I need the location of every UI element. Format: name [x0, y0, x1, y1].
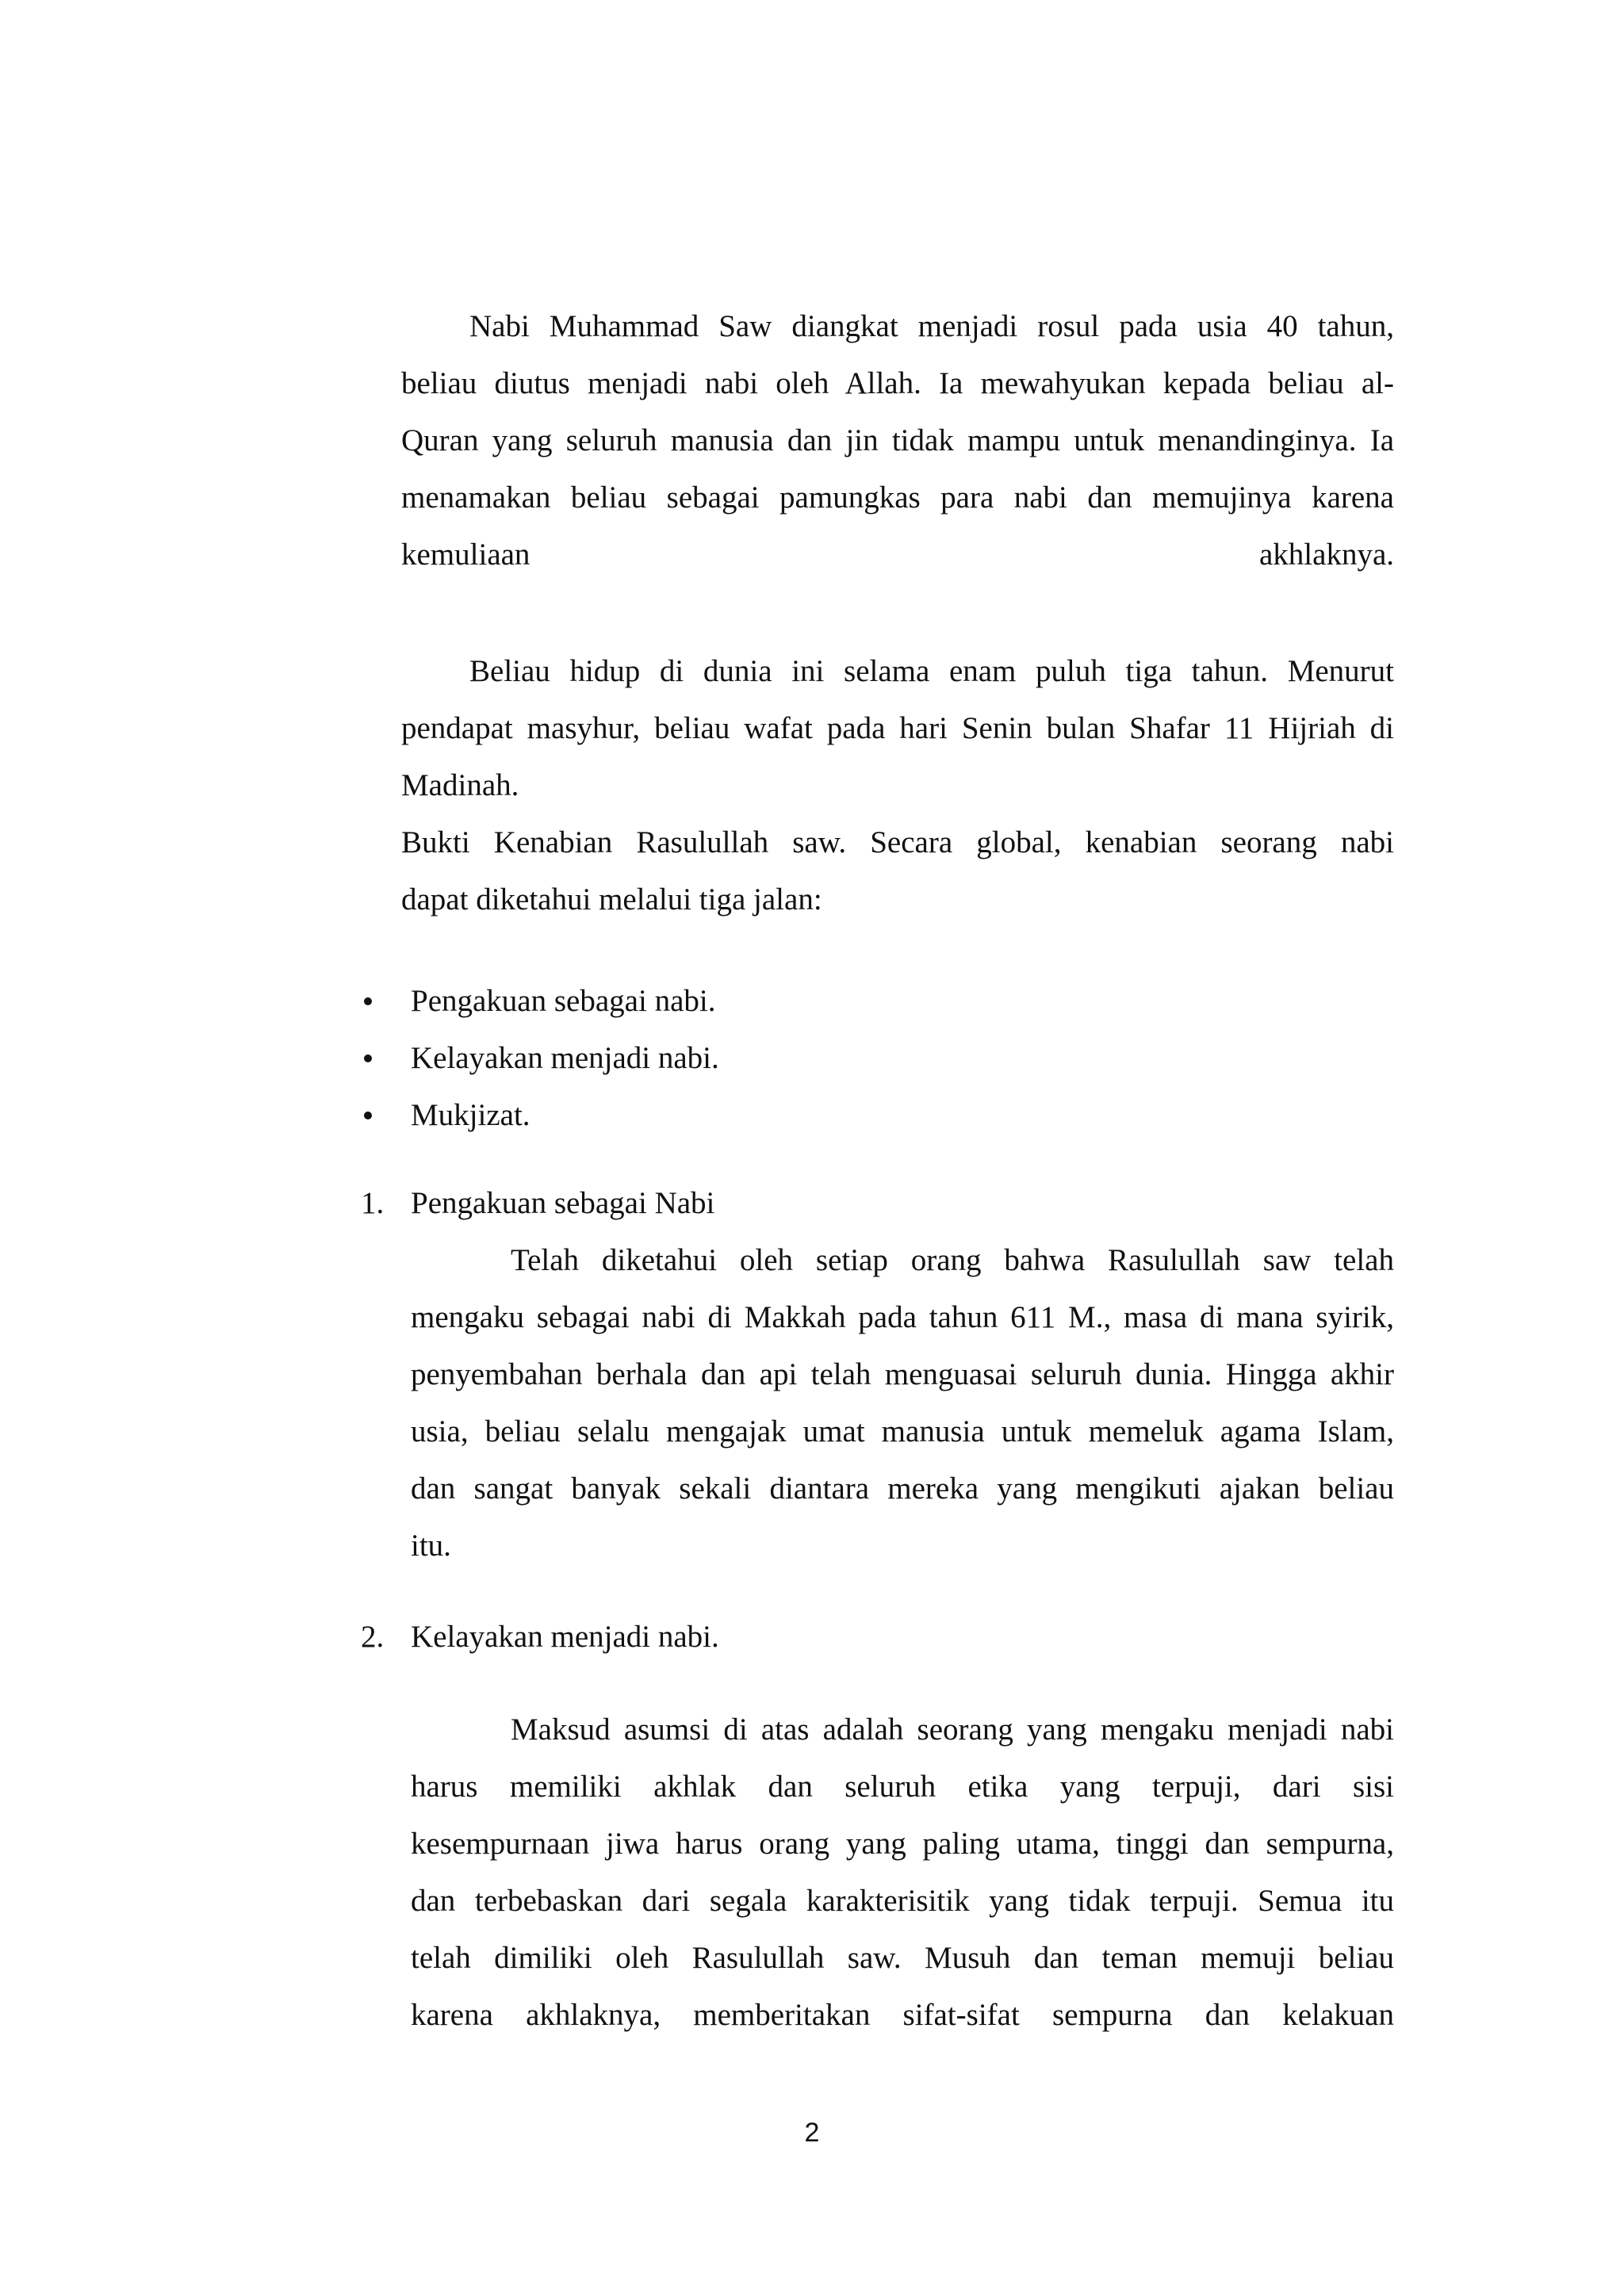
paragraph-3-line-1: Bukti Kenabian Rasulullah saw. Secara global, kenabian seorang nabi: [401, 825, 1394, 859]
bullet-dot-icon: [364, 1112, 372, 1119]
paragraph-2-line-1: Beliau hidup di dunia ini selama enam puluh tiga tahun. Menurut: [469, 654, 1394, 688]
section-1-number: 1.: [361, 1186, 385, 1220]
bullet-item-2: Kelayakan menjadi nabi.: [411, 1041, 719, 1075]
section-2-line-4: dan terbebaskan dari segala karakterisitik yang tidak terpuji. Semua itu: [411, 1884, 1394, 1918]
section-1-line-6: itu.: [411, 1529, 451, 1563]
section-1-line-1: Telah diketahui oleh setiap orang bahwa Rasulullah saw telah: [511, 1243, 1394, 1277]
section-1-line-2: mengaku sebagai nabi di Makkah pada tahun 611 M., masa di mana syirik,: [411, 1300, 1394, 1334]
bullet-item-1: Pengakuan sebagai nabi.: [411, 984, 716, 1018]
section-2-number: 2.: [361, 1620, 385, 1654]
section-2-line-1: Maksud asumsi di atas adalah seorang yang mengaku menjadi nabi: [511, 1712, 1394, 1747]
section-2-heading: Kelayakan menjadi nabi.: [411, 1620, 719, 1654]
paragraph-1-line-2: beliau diutus menjadi nabi oleh Allah. Ia mewahyukan kepada beliau al-: [401, 366, 1394, 400]
section-1-heading: Pengakuan sebagai Nabi: [411, 1186, 715, 1220]
bullet-item-3: Mukjizat.: [411, 1098, 530, 1132]
paragraph-1-line-4: menamakan beliau sebagai pamungkas para nabi dan memujinya karena: [401, 480, 1394, 515]
page-number: 2: [804, 2118, 820, 2148]
section-1-line-5: dan sangat banyak sekali diantara mereka yang mengikuti ajakan beliau: [411, 1471, 1394, 1506]
section-2-line-6: karena akhlaknya, memberitakan sifat-sifat sempurna dan kelakuan: [411, 1998, 1394, 2032]
paragraph-3-line-2: dapat diketahui melalui tiga jalan:: [401, 882, 822, 916]
section-1-line-3: penyembahan berhala dan api telah menguasai seluruh dunia. Hingga akhir: [411, 1357, 1394, 1391]
paragraph-1-line-3: Quran yang seluruh manusia dan jin tidak mampu untuk menandinginya. Ia: [401, 423, 1394, 457]
bullet-dot-icon: [364, 997, 372, 1005]
paragraph-1-line-5-left: kemuliaan: [401, 538, 530, 572]
section-1-line-4: usia, beliau selalu mengajak umat manusia untuk memeluk agama Islam,: [411, 1414, 1394, 1448]
section-2-line-2: harus memiliki akhlak dan seluruh etika yang terpuji, dari sisi: [411, 1770, 1394, 1804]
paragraph-1-line-1: Nabi Muhammad Saw diangkat menjadi rosul pada usia 40 tahun,: [469, 309, 1394, 343]
paragraph-2-line-2: pendapat masyhur, beliau wafat pada hari Senin bulan Shafar 11 Hijriah di: [401, 711, 1394, 745]
paragraph-2-line-3: Madinah.: [401, 768, 519, 802]
section-2-line-3: kesempurnaan jiwa harus orang yang paling utama, tinggi dan sempurna,: [411, 1827, 1394, 1861]
paragraph-1-line-5-right: akhlaknya.: [1258, 538, 1394, 572]
bullet-dot-icon: [364, 1054, 372, 1062]
section-2-line-5: telah dimiliki oleh Rasulullah saw. Musuh dan teman memuji beliau: [411, 1941, 1394, 1975]
